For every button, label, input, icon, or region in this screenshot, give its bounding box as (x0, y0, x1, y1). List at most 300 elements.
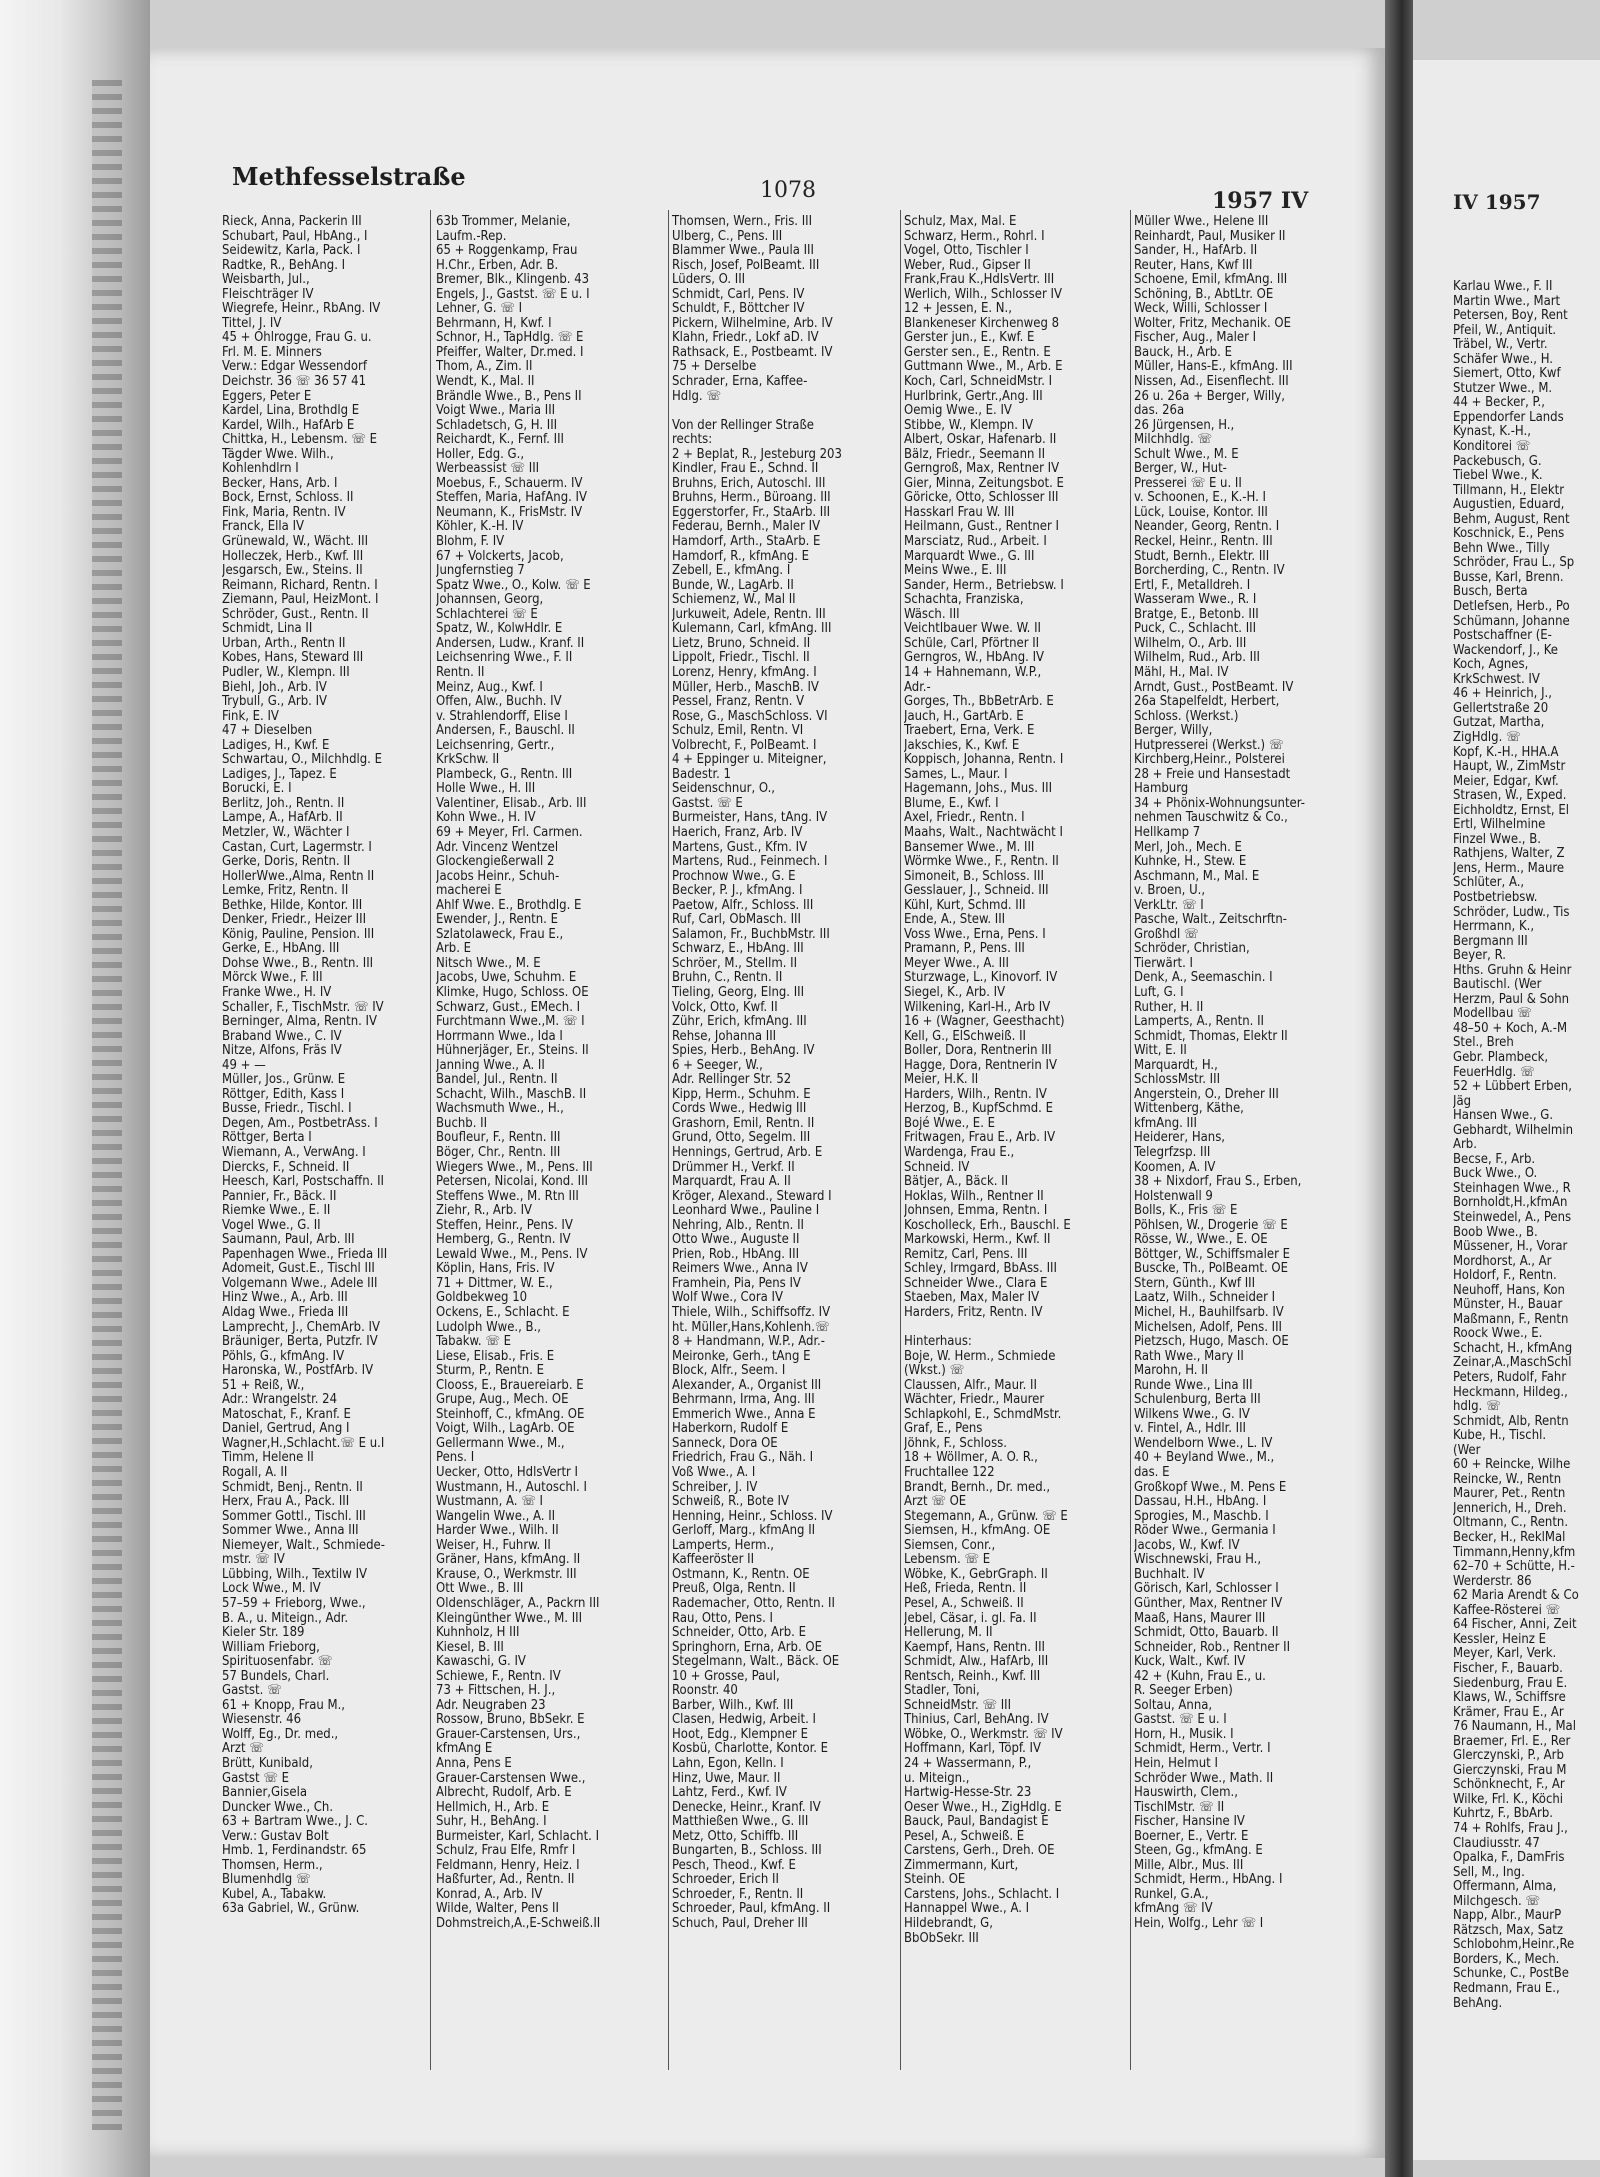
directory-entry-line: Spatz Wwe., O., Kolw. ☏ E (436, 577, 591, 593)
directory-entry-line: Röder Wwe., Germania I (1134, 1523, 1276, 1539)
column-divider (1130, 210, 1131, 2070)
directory-entry-line: (Wkst.) ☏ (904, 1363, 965, 1379)
directory-entry-line: Steffen, Maria, HafAng. IV (436, 490, 587, 506)
directory-entry-line: Holle Wwe., H. III (436, 781, 536, 797)
directory-entry-line: Pesel, A., Schweiß. II (904, 1595, 1024, 1611)
page-number: 1078 (760, 178, 816, 203)
directory-entry-line: Prien, Rob., HbAng. III (672, 1246, 800, 1262)
directory-entry-line: Ludolph Wwe., B., (436, 1319, 542, 1335)
directory-entry-line: Schrader, Erna, Kaffee- (672, 374, 808, 390)
directory-entry-line: Horrmann Wwe., Ida I (436, 1028, 563, 1044)
directory-entry-line: Busse, Friedr., Tischl. I (222, 1101, 352, 1117)
directory-entry-line: Boerner, E., Vertr. E (1134, 1828, 1249, 1844)
directory-entry-line: Johannsen, Georg, (436, 592, 544, 608)
directory-entry-line: Hellerung, M. II (904, 1625, 993, 1641)
directory-entry-line: Jennerich, H., Dreh. (1453, 1500, 1567, 1516)
directory-entry-line: Stern, Günth., Kwf III (1134, 1275, 1256, 1291)
directory-entry-line: Graf, E., Pens (904, 1421, 983, 1437)
directory-entry-line: Schlobohm,Heinr.,Re (1453, 1937, 1575, 1953)
directory-entry-line: Schulz, Max, Mal. E (904, 215, 1017, 229)
directory-entry-line: Schloss. (Werkst.) (1134, 708, 1239, 724)
directory-entry-line: Stadler, Toni, (904, 1683, 980, 1699)
directory-entry-line: Rathsack, E., Postbeamt. IV (672, 344, 833, 360)
directory-entry-line: Telegrfzsp. III (1134, 1145, 1211, 1160)
directory-entry-line: Schneider, Rob., Rentner II (1134, 1639, 1291, 1655)
directory-entry-line: Schulz, Emil, Rentn. VI (672, 723, 804, 739)
directory-entry-line: Matthießen Wwe., G. III (672, 1814, 809, 1830)
directory-entry-line: Arzt ☏ (222, 1741, 264, 1757)
directory-entry-line: Ertl, F., Metalldreh. I (1134, 577, 1251, 593)
directory-entry-line: Gastst ☏ E (222, 1770, 290, 1786)
directory-entry-line: Göricke, Otto, Schlosser III (904, 490, 1059, 506)
directory-entry-line: Andersen, F., Bauschl. II (436, 723, 575, 739)
directory-entry-line: 63 + Bartram Wwe., J. C. (222, 1814, 368, 1830)
directory-entry-line: Müller, Jos., Grünw. E (222, 1072, 346, 1088)
directory-entry-line: Cords Wwe., Hedwig III (672, 1101, 807, 1117)
directory-entry-line: 57–59 + Frieborg, Wwe., (222, 1595, 366, 1611)
directory-entry-line: Sander, H., HafArb. II (1134, 243, 1258, 259)
directory-entry-line: Pickern, Wilhelmine, Arb. IV (672, 315, 833, 331)
directory-entry-line: Wöbke, K., GebrGraph. II (904, 1566, 1048, 1582)
column-divider (900, 210, 901, 2070)
directory-entry-line: Bruhns, Herm., Büroang. III (672, 490, 831, 506)
directory-entry-line: Schley, Irmgard, BbAss. III (904, 1261, 1057, 1277)
directory-entry-line: Plambeck, G., Rentn. III (436, 766, 573, 782)
directory-entry-line: Bratge, E., Betonb. III (1134, 606, 1259, 622)
directory-entry-line: Tabakw. ☏ E (436, 1334, 512, 1350)
directory-entry-line: Schröder, Gust., Rentn. II (222, 606, 369, 622)
directory-entry-line: 26a Stapelfeldt, Herbert, (1134, 694, 1280, 710)
directory-entry-line: Claudiusstr. 47 (1453, 1835, 1540, 1851)
directory-entry-line: Thinius, Carl, BehAng. IV (904, 1712, 1049, 1728)
directory-entry-line: Hauswirth, Clem., (1134, 1785, 1238, 1801)
directory-entry-line: Ruther, H. II (1134, 999, 1204, 1015)
directory-entry-line: FeuerHdlg. ☏ (1453, 1064, 1535, 1080)
directory-entry-line: Schreiber, J. IV (672, 1479, 758, 1495)
directory-entry-line: Brändle Wwe., B., Pens II (436, 388, 582, 404)
directory-entry-line: Mähl, H., Mal. IV (1134, 664, 1229, 680)
directory-entry-line: Braband Wwe., C. IV (222, 1028, 342, 1044)
directory-entry-line: 62–70 + Schütte, H.- (1453, 1559, 1575, 1575)
directory-entry-line: Sommer Wwe., Anna III (222, 1523, 359, 1539)
directory-entry-line: Thom, A., Zim. II (436, 359, 533, 375)
directory-entry-line: Rätzsch, Max, Satz (1453, 1922, 1564, 1938)
directory-entry-line: Peters, Rudolf, Fahr (1453, 1370, 1567, 1386)
directory-entry-line: Lübbing, Wilh., Textilw IV (222, 1566, 368, 1582)
directory-entry-line: Ladiges, J., Tapez. E (222, 766, 337, 782)
directory-entry-line: Becse, F., Arb. (1453, 1151, 1536, 1167)
directory-entry-line: Kube, H., Tischl. (1453, 1428, 1547, 1444)
directory-entry-line: Berlitz, Joh., Rentn. II (222, 795, 345, 811)
directory-entry-line: Burmeister, Hans, tAng. IV (672, 810, 828, 826)
directory-entry-line: Böttger, W., Schiffsmaler E (1134, 1246, 1290, 1262)
directory-entry-line: Hein, Helmut I (1134, 1755, 1218, 1771)
directory-entry-line: Volgemann Wwe., Adele III (222, 1275, 378, 1291)
directory-entry-line: Simoneit, B., Schloss. III (904, 868, 1044, 884)
directory-entry-line: Stutzer Wwe., M. (1453, 380, 1553, 396)
directory-entry-line: Boje, W. Herm., Schmiede (904, 1348, 1056, 1364)
directory-entry-line: Martin Wwe., Mart (1453, 293, 1561, 309)
directory-entry-line: Jesgarsch, Ew., Steins. II (222, 563, 363, 579)
directory-entry-line: Oltmann, C., Rentn. (1453, 1515, 1569, 1531)
directory-entry-line: Jungfernstieg 7 (436, 563, 525, 579)
directory-entry-line: Schacht, H., kfmAng (1453, 1340, 1573, 1356)
directory-entry-line: Schröder Wwe., Math. II (1134, 1770, 1274, 1786)
directory-entry-line: Lippolt, Friedr., Tischl. II (672, 650, 810, 666)
directory-entry-line: Oldenschläger, A., Packrn III (436, 1595, 600, 1611)
directory-entry-line: Rogall, A. II (222, 1465, 288, 1481)
directory-entry-line: 60 + Reincke, Wilhe (1453, 1457, 1571, 1473)
directory-entry-line: Grauer-Carstensen Wwe., (436, 1770, 586, 1786)
directory-entry-line: Sanneck, Dora OE (672, 1435, 778, 1451)
directory-entry-line: Augustien, Eduard, (1453, 497, 1565, 513)
directory-entry-line: Buscke, Th., PolBeamt. OE (1134, 1261, 1288, 1277)
directory-entry-line: Friedrich, Frau G., Näh. I (672, 1450, 814, 1466)
directory-entry-line: Wangelin Wwe., A. II (436, 1508, 556, 1524)
directory-entry-line: Stel., Breh (1453, 1035, 1514, 1051)
directory-entry-line: Springhorn, Erna, Arb. OE (672, 1639, 822, 1655)
directory-entry-line: 46 + Heinrich, J., (1453, 686, 1552, 702)
directory-entry-line: Behm, August, Rent (1453, 511, 1570, 527)
directory-entry-line: Schümann, Johanne (1453, 613, 1570, 629)
directory-entry-line: 75 + Derselbe (672, 359, 757, 375)
column-divider (668, 210, 669, 2070)
directory-entry-line: Reimann, Richard, Rentn. I (222, 577, 378, 593)
directory-entry-line: Jurkuweit, Adele, Rentn. III (672, 606, 826, 622)
directory-entry-line: Konrad, A., Arb. IV (436, 1886, 543, 1902)
directory-entry-line: Lewald Wwe., M., Pens. IV (436, 1246, 588, 1262)
directory-entry-line: Leonhard Wwe., Pauline I (672, 1203, 820, 1219)
directory-entry-line: Karlau Wwe., F. II (1453, 280, 1553, 294)
directory-entry-line: Pens. I (436, 1450, 475, 1466)
directory-entry-line: Salamon, Fr., BuchbMstr. III (672, 926, 830, 942)
directory-entry-line: Hansen Wwe., G. (1453, 1108, 1554, 1124)
directory-entry-line: Weck, Willi, Schlosser I (1134, 301, 1268, 317)
directory-entry-line: Henning, Heinr., Schloss. IV (672, 1508, 833, 1524)
directory-entry-line: Ende, A., Stew. III (904, 912, 1006, 928)
directory-entry-line: Blammer Wwe., Paula III (672, 243, 814, 259)
directory-entry-line: Pfeil, W., Antiquit. (1453, 322, 1557, 338)
directory-entry-line: Oemig Wwe., E. IV (904, 403, 1012, 419)
directory-entry-line: Tiebel Wwe., K. (1453, 468, 1543, 484)
directory-entry-line: Badestr. 1 (672, 766, 731, 782)
directory-entry-line: Jacobs, Uwe, Schuhm. E (436, 970, 577, 986)
directory-entry-line: Kühl, Kurt, Schmd. III (904, 897, 1026, 913)
directory-entry-line: rechts: (672, 432, 713, 448)
directory-entry-line: 51 + Reiß, W., (222, 1377, 305, 1393)
directory-entry-line: 26 u. 26a + Berger, Willy, (1134, 388, 1286, 404)
directory-entry-line: Adr. Vincenz Wentzel (436, 839, 559, 855)
directory-entry-line: das. 26a (1134, 403, 1185, 419)
directory-entry-line: Hagge, Dora, Rentnerin IV (904, 1057, 1057, 1073)
directory-entry-line: Spies, Herb., BehAng. IV (672, 1043, 815, 1059)
directory-entry-line: Schoene, Emil, kfmAng. III (1134, 272, 1288, 288)
directory-entry-line: Berger, Willy, (1134, 723, 1213, 739)
directory-entry-line: Kardel, Wilh., HafArb E (222, 417, 355, 433)
directory-entry-line: 12 + Jessen, E. N., (904, 301, 1012, 317)
directory-entry-line: Trybull, G., Arb. IV (222, 694, 328, 710)
directory-entry-line: Johnsen, Emma, Rentn. I (904, 1203, 1048, 1219)
directory-entry-line: Schmidt, Otto, Bauarb. II (1134, 1625, 1279, 1641)
directory-entry-line: Weisbarth, Jul., (222, 272, 310, 288)
directory-entry-line: Voss Wwe., Erna, Pens. I (904, 926, 1046, 942)
directory-entry-line: Marquardt, Frau A. II (672, 1174, 791, 1190)
directory-entry-line: Drümmer H., Verkf. II (672, 1159, 795, 1175)
directory-entry-line: 8 + Handmann, W.P., Adr.- (672, 1334, 825, 1350)
directory-entry-line: Hmb. 1, Ferdinandstr. 65 (222, 1843, 367, 1859)
directory-entry-line: Bauck, Paul, Bandagist E (904, 1814, 1049, 1830)
directory-entry-line: Rehse, Johanna III (672, 1028, 777, 1044)
directory-entry-line: Hinterhaus: (904, 1334, 972, 1350)
directory-entry-line: Hamdorf, Arth., StaArb. E (672, 534, 821, 550)
directory-entry-line: Bethke, Hilde, Kontor. III (222, 897, 363, 913)
directory-entry-line: Traebert, Erna, Verk. E (904, 723, 1035, 739)
directory-entry-line: Stibbe, W., Klempn. IV (904, 417, 1034, 433)
directory-entry-line: Schwarz, E., HbAng. III (672, 941, 804, 957)
directory-entry-line: Hamburg (1134, 781, 1189, 797)
directory-entry-line: v. Fintel, A., Hdlr. III (1134, 1421, 1247, 1437)
directory-entry-line: Risch, Josef, PolBeamt. III (672, 257, 820, 273)
directory-entry-line: Steinwedel, A., Pens (1453, 1210, 1572, 1225)
directory-entry-line: Schmidt, Alb, Rentn (1453, 1413, 1569, 1429)
directory-entry-line: Ladiges, H., Kwf. E (222, 737, 330, 753)
directory-entry-line: Lüders, O. III (672, 272, 746, 288)
directory-entry-line: Siemsen, H., kfmAng. OE (904, 1523, 1051, 1539)
directory-entry-line: Napp, Albr., MaurP (1453, 1908, 1562, 1924)
directory-entry-line: Uecker, Otto, HdlsVertr I (436, 1465, 578, 1481)
directory-entry-line: Axel, Friedr., Rentn. I (904, 810, 1025, 826)
directory-entry-line: Blohm, F. IV (436, 534, 505, 550)
directory-entry-line: Lamperts, Herm., (672, 1537, 775, 1553)
directory-entry-line: Schulenburg, Berta III (1134, 1392, 1261, 1408)
directory-entry-line: Valentiner, Elisab., Arb. III (436, 795, 587, 811)
directory-entry-line: Böger, Chr., Rentn. III (436, 1145, 561, 1160)
directory-entry-line: Jens, Herm., Maure (1453, 860, 1565, 876)
directory-entry-line: Kindler, Frau E., Schnd. II (672, 461, 819, 477)
directory-entry-line: Michel, H., Bauhilfsarb. IV (1134, 1305, 1284, 1321)
directory-entry-line (904, 1321, 1129, 1336)
directory-entry-line: Reimers Wwe., Anna IV (672, 1261, 808, 1277)
directory-entry-line: 6 + Seeger, W., (672, 1057, 763, 1073)
directory-entry-line: 61 + Knopp, Frau M., (222, 1697, 346, 1713)
directory-entry-line: Glerczynski, P., Arb (1453, 1748, 1564, 1764)
directory-entry-line: Nissen, Ad., Eisenflecht. III (1134, 374, 1289, 390)
directory-entry-line: William Frieborg, (222, 1639, 320, 1655)
directory-entry-line: Ott Wwe., B. III (436, 1581, 524, 1597)
directory-entry-line: Reuter, Hans, Kwf III (1134, 257, 1253, 273)
directory-entry-line: Schult Wwe., M. E (1134, 446, 1239, 462)
directory-entry-line: Arb. (1453, 1137, 1477, 1153)
directory-entry-line: Denecke, Heinr., Kranf. IV (672, 1799, 821, 1815)
directory-entry-line: Block, Alfr., Seem. I (672, 1363, 786, 1379)
directory-entry-line: Pöhlsen, W., Drogerie ☏ E (1134, 1217, 1288, 1233)
directory-entry-line: Spatz, W., KolwHdlr. E (436, 621, 563, 637)
directory-entry-line: Clasen, Hedwig, Arbeit. I (672, 1712, 816, 1728)
directory-entry-line: Martens, Rud., Feinmech. I (672, 854, 828, 870)
directory-entry-line: Meyer Wwe., A. III (904, 955, 1009, 971)
directory-entry-line: Siegel, K., Arb. IV (904, 984, 1006, 1000)
directory-entry-line: Wörmke Wwe., F., Rentn. II (904, 854, 1059, 870)
directory-entry-line: Rath Wwe., Mary II (1134, 1348, 1244, 1364)
directory-entry-line: Ziehr, R., Arb. IV (436, 1203, 533, 1219)
directory-entry-line: Hellmich, H., Arb. E (436, 1799, 550, 1815)
directory-entry-line: Bungarten, B., Schloss. III (672, 1843, 822, 1859)
directory-entry-line: Roock Wwe., E. (1453, 1326, 1543, 1342)
directory-entry-line: Pietzsch, Hugo, Masch. OE (1134, 1334, 1289, 1350)
directory-entry-line: Harders, Wilh., Rentn. IV (904, 1086, 1047, 1102)
directory-entry-line: Schröder, Christian, (1134, 941, 1250, 957)
directory-entry-line: Grund, Otto, Segelm. III (672, 1130, 811, 1146)
directory-entry-line: Koomen, A. IV (1134, 1159, 1216, 1175)
directory-entry-line: Gesslauer, J., Schneid. III (904, 883, 1049, 899)
directory-entry-line: Marquardt Wwe., G. III (904, 548, 1035, 564)
directory-entry-line: 45 + Ohlrogge, Frau G. u. (222, 330, 372, 346)
directory-entry-line: Rademacher, Otto, Rentn. II (672, 1595, 835, 1611)
directory-entry-line: Hths. Gruhn & Heinr (1453, 962, 1572, 978)
directory-entry-line: Runkel, G.A., (1134, 1886, 1209, 1902)
adjacent-page-column (1453, 280, 1600, 2011)
directory-entry-line: Schmidt, Benj., Rentn. II (222, 1479, 363, 1495)
directory-entry-line: Ruf, Carl, ObMasch. III (672, 912, 801, 928)
directory-entry-line: Pesch, Theod., Kwf. E (672, 1857, 796, 1873)
directory-entry-line: Schneider, Otto, Arb. E (672, 1625, 806, 1641)
directory-entry-line: Haupt, W., ZimMstr (1453, 759, 1566, 775)
directory-entry-line: Clooss, E., Brauereiarb. E (436, 1377, 584, 1393)
directory-entry-line: Tittel, J. IV (222, 315, 282, 331)
directory-entry-line: Wiemann, A., VerwAng. I (222, 1145, 366, 1160)
directory-entry-line: Emmerich Wwe., Anna E (672, 1406, 816, 1422)
directory-entry-line: Otto Wwe., Auguste II (672, 1232, 800, 1248)
street-heading: Methfesselstraße (232, 162, 466, 191)
directory-entry-line: Fischer, Hansine IV (1134, 1814, 1245, 1830)
directory-entry-line: Borucki, E. I (222, 781, 292, 797)
directory-entry-line: Duncker Wwe., Ch. (222, 1799, 334, 1815)
directory-entry-line: 47 + Dieselben (222, 723, 313, 739)
directory-entry-line: Schneid. IV (904, 1159, 970, 1175)
directory-entry-line: Kaempf, Hans, Rentn. III (904, 1639, 1045, 1655)
directory-entry-line: Schnor, H., TapHdlg. ☏ E (436, 330, 584, 346)
directory-entry-line: Lietz, Bruno, Schneid. II (672, 635, 811, 651)
directory-entry-line: Ewender, J., Rentn. E (436, 912, 558, 928)
directory-entry-line: Schröder, Ludw., Tis (1453, 904, 1570, 920)
directory-entry-line: Federau, Bernh., Maler IV (672, 519, 821, 535)
directory-entry-line: BbObSekr. III (904, 1930, 979, 1946)
directory-entry-line: 2 + Beplat, R., Jesteburg 203 (672, 446, 842, 462)
directory-entry-line: Hoffmann, Karl, Töpf. IV (904, 1741, 1041, 1757)
directory-entry-line: Aldag Wwe., Frieda III (222, 1305, 349, 1321)
directory-entry-line: Gastst. ☏ E u. I (1134, 1712, 1227, 1728)
directory-entry-line: Borders, K., Mech. (1453, 1951, 1560, 1967)
directory-entry-line: Heiderer, Hans, (1134, 1130, 1226, 1146)
directory-entry-line: Koch, Agnes, (1453, 657, 1529, 673)
directory-entry-line: Deichstr. 36 ☏ 36 57 41 (222, 374, 367, 390)
directory-entry-line: Hein, Wolfg., Lehr ☏ I (1134, 1915, 1264, 1931)
directory-entry-line: Herzm, Paul & Sohn (1453, 991, 1570, 1007)
directory-entry-line: Meyer, Karl, Verk. (1453, 1646, 1557, 1662)
directory-entry-line: Degen, Am., PostbetrAss. I (222, 1115, 378, 1131)
directory-entry-line: Spirituosenfabr. ☏ (222, 1654, 333, 1670)
directory-entry-line: Milchgesch. ☏ (1453, 1893, 1541, 1909)
directory-entry-line: Von der Rellinger Straße (672, 417, 815, 433)
directory-entry-line: Reinhardt, Paul, Musiker II (1134, 228, 1286, 244)
directory-entry-line: Jäg (1453, 1093, 1472, 1109)
directory-entry-line: Kopf, K.-H., HHA.A (1453, 744, 1559, 760)
directory-entry-line: Hoot, Edg., Klempner E (672, 1726, 808, 1742)
directory-entry-line: Klimke, Hugo, Schloss. OE (436, 984, 589, 1000)
directory-entry-line: Rentsch, Reinh., Kwf. III (904, 1668, 1041, 1684)
directory-entry-line: Blume, E., Kwf. I (904, 795, 999, 811)
directory-entry-line: Brandt, Bernh., Dr. med., (904, 1479, 1051, 1495)
directory-entry-line: Lahtz, Ferd., Kwf. IV (672, 1785, 787, 1801)
directory-entry-line: Jauch, H., GartArb. E (904, 708, 1024, 724)
directory-entry-line: Haßfurter, Ad., Rentn. II (436, 1872, 575, 1888)
directory-entry-line: Eppendorfer Lands (1453, 409, 1564, 425)
directory-entry-line: Jakschies, K., Kwf. E (904, 737, 1020, 753)
directory-entry-line: Dohse Wwe., B., Rentn. III (222, 955, 374, 971)
directory-entry-line: Schubart, Paul, HbAng., I (222, 228, 368, 244)
directory-entry-line: Urban, Arth., Rentn II (222, 635, 346, 651)
directory-entry-line: Nitze, Alfons, Fräs IV (222, 1043, 342, 1059)
directory-entry-line: Horn, H., Musik. I (1134, 1726, 1234, 1742)
directory-entry-line: Gier, Minna, Zeitungsbot. E (904, 475, 1064, 491)
directory-entry-line: Schmidt, Thomas, Elektr II (1134, 1028, 1288, 1044)
directory-entry-line: Ahlf Wwe. E., Brothdlg. E (436, 897, 582, 913)
directory-entry-line: Grünewald, W., Wächt. III (222, 534, 369, 550)
directory-entry-line: Zimmermann, Kurt, (904, 1857, 1019, 1873)
directory-entry-line: Hildebrandt, G, (904, 1915, 993, 1931)
directory-entry-line: Bälz, Friedr., Seemann II (904, 446, 1046, 462)
directory-entry-line: Kuck, Walt., Kwf. IV (1134, 1654, 1246, 1670)
directory-entry-line: Bock, Ernst, Schloss. II (222, 490, 354, 506)
directory-entry-line: 34 + Phönix-Wohnungsunter- (1134, 795, 1305, 811)
directory-entry-line: Koppisch, Johanna, Rentn. I (904, 752, 1064, 768)
directory-entry-line: v. Broen, U., (1134, 883, 1206, 899)
directory-entry-line: Kubel, A., Tabakw. (222, 1886, 327, 1902)
directory-entry-line: Andersen, Ludw., Kranf. II (436, 635, 585, 651)
directory-entry-line: Voigt Wwe., Maria III (436, 403, 556, 419)
directory-entry-line: Hannappel Wwe., A. I (904, 1901, 1030, 1917)
directory-entry-line: Köplin, Hans, Fris. IV (436, 1261, 555, 1277)
directory-entry-line: Angerstein, O., Dreher III (1134, 1086, 1279, 1102)
directory-entry-line: 18 + Wöllmer, A. O. R., (904, 1450, 1038, 1466)
book-spine-left (0, 0, 150, 2177)
directory-entry-line: Berninger, Alma, Rentn. IV (222, 1014, 377, 1030)
directory-entry-line: Aschmann, M., Mal. E (1134, 868, 1260, 884)
directory-entry-line: Schlachterei ☏ E (436, 606, 538, 622)
directory-entry-line: Voigt, Wilh., LagArb. OE (436, 1421, 575, 1437)
directory-entry-line: 52 + Lübbert Erben, (1453, 1079, 1572, 1095)
directory-entry-line: Adr.- (904, 679, 931, 695)
directory-entry-line: Wöbke, O., Werkmstr. ☏ IV (904, 1726, 1063, 1742)
directory-entry-line: Bautischl. (Wer (1453, 977, 1542, 993)
directory-entry-line: Pöhls, G., kfmAng. IV (222, 1348, 345, 1364)
directory-entry-line: kfmAng E (436, 1741, 493, 1757)
directory-entry-line: Pudler, W., Klempn. III (222, 664, 350, 680)
directory-entry-line: Fleischträger IV (222, 286, 314, 302)
directory-entry-line: Becker, Hans, Arb. I (222, 475, 338, 491)
directory-entry-line: v. Strahlendorff, Elise I (436, 708, 568, 724)
directory-entry-line: Frl. M. E. Minners (222, 344, 322, 360)
directory-entry-line: Timmann,Henny,kfm (1453, 1544, 1576, 1560)
directory-entry-line: Rose, G., MaschSchloss. VI (672, 708, 828, 724)
directory-entry-line: Metzler, W., Wächter I (222, 824, 350, 840)
directory-entry-line: Leichsenring, Gertr., (436, 737, 555, 753)
directory-entry-line: (Wer (1453, 1442, 1481, 1458)
directory-entry-line: 42 + (Kuhn, Frau E., u. (1134, 1668, 1266, 1684)
directory-entry-line: Laufm.-Rep. (436, 228, 507, 244)
directory-entry-line: Reckel, Heinr., Rentn. III (1134, 534, 1273, 550)
directory-entry-line: Behn Wwe., Tilly (1453, 540, 1550, 556)
